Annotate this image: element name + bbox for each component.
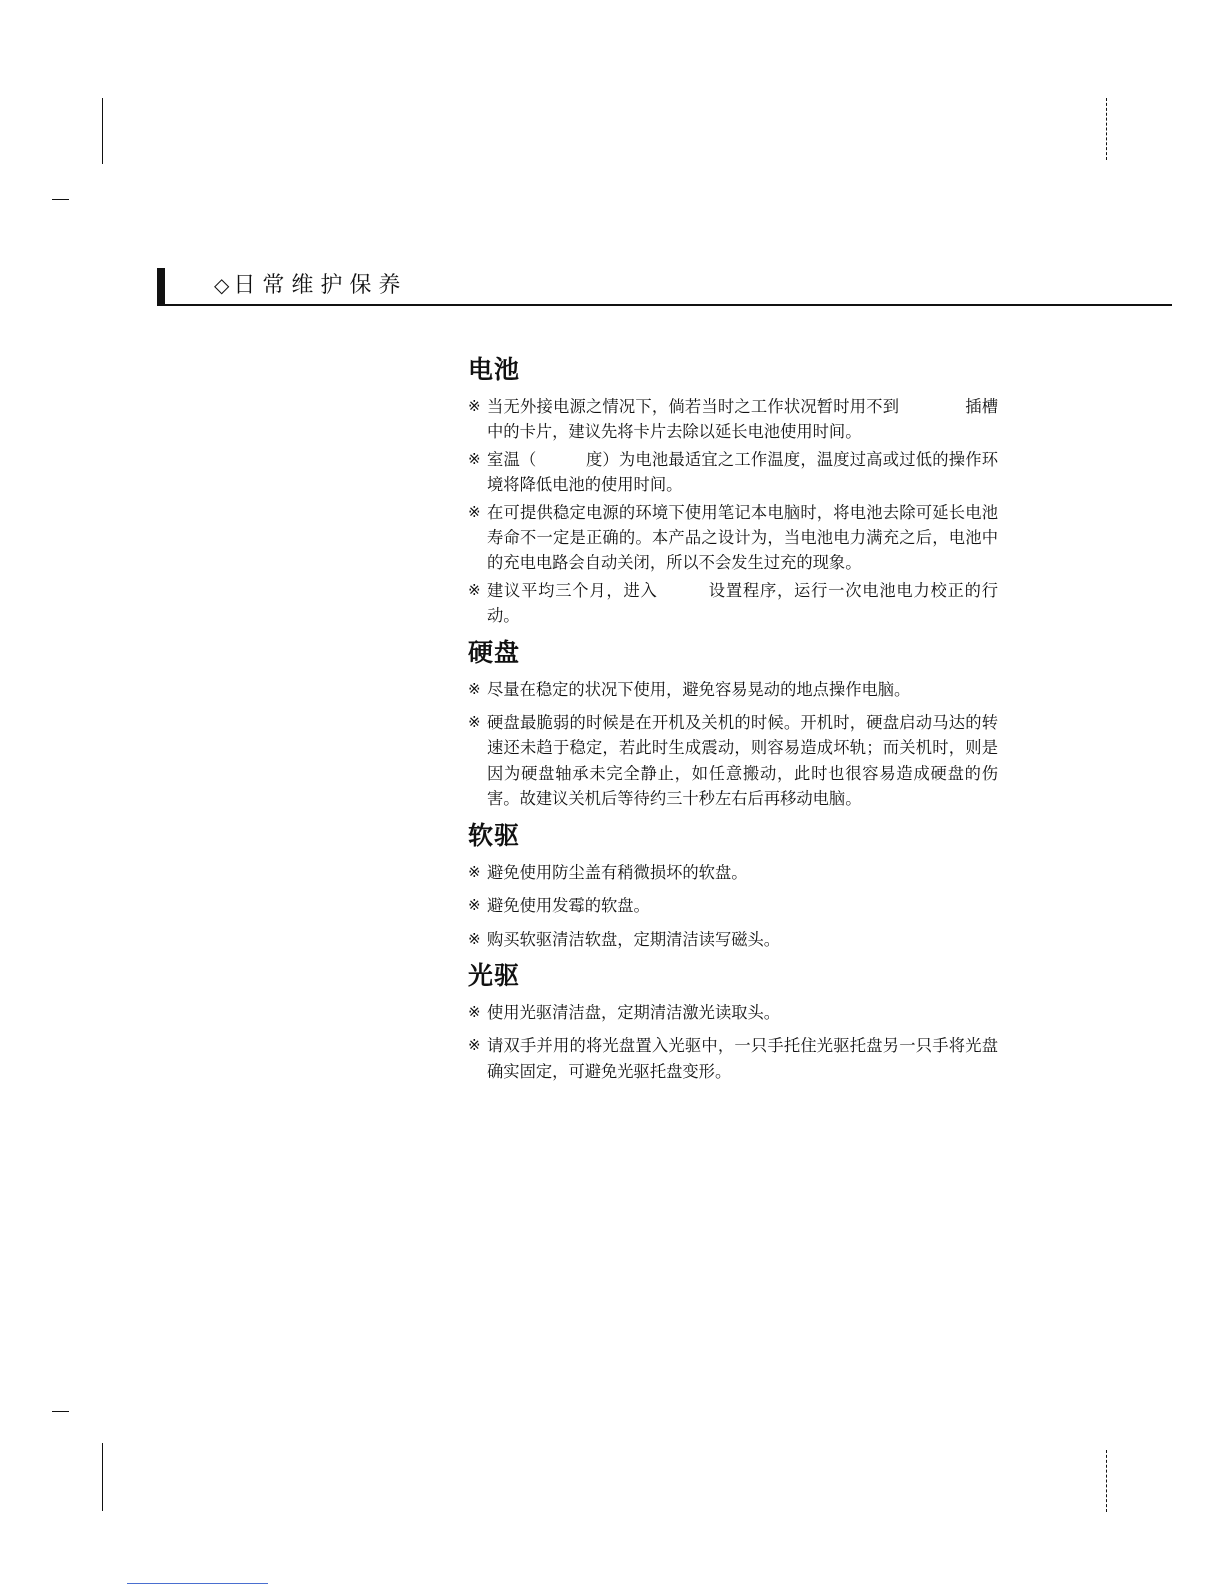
page-header-title: 日常维护保养 bbox=[233, 273, 408, 298]
note-text: 尽量在稳定的状况下使用，避免容易晃动的地点操作电脑。 bbox=[487, 679, 911, 699]
reference-mark: ※ bbox=[468, 580, 481, 599]
reference-mark: ※ bbox=[468, 896, 481, 915]
note-text: 硬盘最脆弱的时候是在开机及关机的时候。开机时，硬盘启动马达的转速还未趋于稳定，若此时生成震动，则容易造成坏轨；而关机时，则是因为硬盘轴承未完全静止，如任意搬动，此时也很容易造成硬盘的伤害。故建议关机后等待约三十秒左右后再移动电脑。 bbox=[487, 713, 998, 809]
reference-mark: ※ bbox=[468, 397, 481, 415]
note-text: 避免使用发霉的软盘。 bbox=[487, 896, 650, 916]
note-item bbox=[468, 710, 998, 812]
note-text: 室温（ 度）为电池最适宜之工作温度，温度过高或过低的操作环境将降低电池的使用时间。 bbox=[487, 449, 998, 495]
crop-mark-top-left-horizontal bbox=[52, 199, 69, 200]
note-text: 请双手并用的将光盘置入光驱中，一只手托住光驱托盘另一只手将光盘确实固定，可避免光驱托盘变形。 bbox=[487, 1036, 998, 1081]
section-title: 硬盘 bbox=[468, 637, 521, 667]
header-rule bbox=[157, 304, 1172, 306]
crop-mark-top-left-vertical bbox=[102, 98, 103, 164]
crop-mark-bottom-left-horizontal bbox=[52, 1411, 69, 1412]
reference-mark: ※ bbox=[468, 862, 481, 881]
note-text: 购买软驱清洁软盘，定期清洁读写磁头。 bbox=[487, 929, 781, 949]
note-item bbox=[468, 500, 998, 576]
diamond-icon: ◇ bbox=[214, 273, 234, 297]
section-battery bbox=[468, 352, 998, 629]
note-text: 使用光驱清洁盘，定期清洁激光读取头。 bbox=[487, 1002, 781, 1022]
note-item bbox=[468, 927, 998, 952]
bottom-underline-mark bbox=[127, 1583, 268, 1584]
reference-mark: ※ bbox=[468, 449, 481, 468]
reference-mark: ※ bbox=[468, 679, 481, 698]
note-item bbox=[468, 394, 998, 445]
reference-mark: ※ bbox=[468, 502, 481, 521]
page-header bbox=[214, 270, 407, 301]
note-item bbox=[468, 447, 998, 498]
section-title: 电池 bbox=[468, 355, 521, 384]
reference-mark: ※ bbox=[468, 1036, 481, 1055]
note-text: 在可提供稳定电源的环境下使用笔记本电脑时，将电池去除可延长电池寿命不一定是正确的。本产品之设计为，当电池电力满充之后，电池中的充电电路会自动关闭，所以不会发生过充的现象。 bbox=[487, 502, 998, 573]
note-item bbox=[468, 1033, 998, 1084]
note-text: 当无外接电源之情况下，倘若当时之工作状况暂时用不到 插槽中的卡片，建议先将卡片去除以延长电池使用时间。 bbox=[487, 397, 998, 442]
header-accent-bar bbox=[157, 268, 165, 306]
section-optical-drive bbox=[468, 958, 998, 1084]
crop-mark-bottom-right-dashed bbox=[1106, 1450, 1107, 1512]
note-text: 建议平均三个月，进入 设置程序，运行一次电池电力校正的行动。 bbox=[487, 580, 998, 626]
note-item bbox=[468, 893, 998, 918]
section-title: 软驱 bbox=[468, 820, 521, 850]
reference-mark: ※ bbox=[468, 929, 481, 948]
note-item bbox=[468, 1000, 998, 1025]
crop-mark-bottom-left-vertical bbox=[102, 1443, 103, 1511]
note-text: 避免使用防尘盖有稍微损坏的软盘。 bbox=[487, 862, 748, 882]
reference-mark: ※ bbox=[468, 1002, 481, 1021]
section-floppy-drive bbox=[468, 818, 998, 952]
section-hard-disk bbox=[468, 635, 998, 812]
note-item bbox=[468, 860, 998, 885]
section-title: 光驱 bbox=[468, 960, 521, 990]
crop-mark-top-right-dashed bbox=[1106, 98, 1107, 160]
note-item bbox=[468, 578, 998, 629]
note-item bbox=[468, 677, 998, 702]
reference-mark: ※ bbox=[468, 713, 481, 732]
main-content bbox=[468, 352, 998, 1086]
